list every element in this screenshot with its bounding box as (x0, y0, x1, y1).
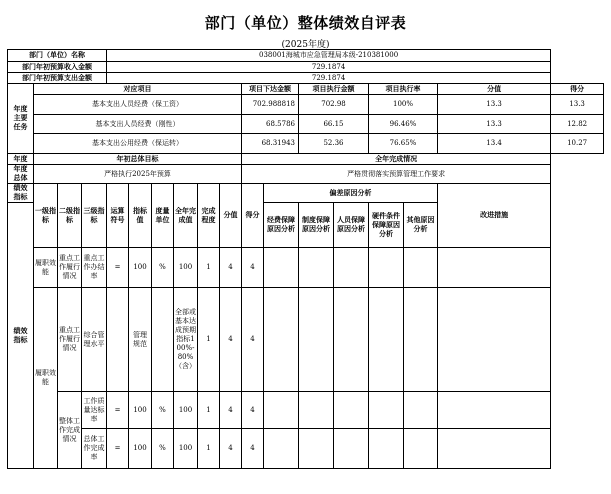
perf-d3 (334, 429, 369, 469)
header-score: 分值 (220, 184, 242, 248)
task-rate: 100% (369, 95, 438, 115)
perf-d1 (264, 429, 299, 469)
perf-unit (152, 288, 174, 392)
perf-val: 100 (129, 248, 152, 288)
perf-l3: 总体工作完成率 (82, 429, 107, 469)
perf-l3: 综合管理水平 (82, 288, 107, 392)
perf-d4 (369, 392, 404, 429)
perf-year: 100 (174, 392, 198, 429)
task-exec: 52.36 (299, 134, 369, 154)
income-label: 部门年初预算收入金额 (8, 62, 107, 73)
expense-value: 729.1874 (107, 73, 551, 84)
task-header-score: 分值 (438, 84, 551, 95)
task-score: 13.3 (438, 95, 551, 115)
tasks-side-label: 年度 主要 任务 (8, 84, 34, 154)
perf-l1: 履职效能 (34, 288, 58, 469)
perf-d5 (404, 392, 438, 429)
header-d2: 制度保障原因分析 (299, 203, 334, 248)
perf-d1 (264, 392, 299, 429)
task-score: 13.3 (438, 115, 551, 134)
goals-row (8, 165, 604, 184)
task-issued: 702.988818 (242, 95, 299, 115)
perf-val: 100 (129, 429, 152, 469)
perf-d2 (299, 288, 334, 392)
header-dev: 偏差原因分析 (264, 184, 438, 203)
header-year: 全年完成值 (174, 184, 198, 248)
perf-unit: % (152, 429, 174, 469)
header-d5: 其他原因分析 (404, 203, 438, 248)
perf-fix (438, 288, 551, 392)
perf-side-top: 绩效 指标 (8, 184, 34, 203)
goal-final-label: 全年完成情况 (242, 154, 551, 165)
task-row (8, 134, 604, 154)
perf-score: 4 (220, 392, 242, 429)
task-score: 13.4 (438, 134, 551, 154)
perf-unit: % (152, 248, 174, 288)
task-header-exec: 项目执行金额 (299, 84, 369, 95)
task-got: 13.3 (551, 95, 604, 115)
perf-row (8, 288, 604, 392)
goal-final: 严格贯彻落实预算管理工作要求 (242, 165, 551, 184)
perf-d5 (404, 288, 438, 392)
perf-d1 (264, 288, 299, 392)
task-issued: 68.31943 (242, 134, 299, 154)
perf-l2: 重点工作履行情况 (58, 288, 82, 392)
perf-d3 (334, 248, 369, 288)
goals-side-top: 年度 (8, 154, 34, 165)
perf-d2 (299, 248, 334, 288)
header-val: 指标值 (129, 184, 152, 248)
perf-val: 管理规范 (129, 288, 152, 392)
header-l3: 三级指标 (82, 184, 107, 248)
income-value: 729.1874 (107, 62, 551, 73)
goals-header-row (8, 154, 604, 165)
perf-fix (438, 248, 551, 288)
task-issued: 68.5786 (242, 115, 299, 134)
task-item: 基本支出公用经费（保运转） (34, 134, 242, 154)
perf-header-row-1 (8, 184, 604, 203)
perf-l3: 重点工作办结率 (82, 248, 107, 288)
perf-d2 (299, 429, 334, 469)
perf-deg: 1 (198, 248, 220, 288)
task-item: 基本支出人员经费（保工资） (34, 95, 242, 115)
perf-score: 4 (220, 429, 242, 469)
perf-op: = (107, 392, 129, 429)
header-got: 得分 (242, 184, 264, 248)
task-header-item: 对应项目 (34, 84, 242, 95)
perf-score: 4 (220, 288, 242, 392)
perf-year: 100 (174, 429, 198, 469)
header-d4: 硬件条件保障原因分析 (369, 203, 404, 248)
header-op: 运算符号 (107, 184, 129, 248)
perf-d3 (334, 288, 369, 392)
perf-deg: 1 (198, 429, 220, 469)
header-l1: 一级指标 (34, 184, 58, 248)
task-row (8, 95, 604, 115)
perf-d4 (369, 429, 404, 469)
perf-l2: 重点工作履行情况 (58, 248, 82, 288)
perf-year: 全部或基本达成预期指标100%-80%（含） (174, 288, 198, 392)
dept-label: 部门（单位）名称 (8, 50, 107, 62)
goals-side-label: 年度 总体 (8, 165, 34, 184)
task-rate: 76.65% (369, 134, 438, 154)
perf-unit: % (152, 392, 174, 429)
perf-op: = (107, 429, 129, 469)
dept-value: 038001海城市应急管理局本级-210381000 (107, 50, 551, 62)
perf-got: 4 (242, 288, 264, 392)
task-got: 10.27 (551, 134, 604, 154)
evaluation-table (7, 49, 604, 469)
task-item: 基本支出人员经费（刚性） (34, 115, 242, 134)
perf-l1: 履职效能 (34, 248, 58, 288)
goal-initial-label: 年初总体目标 (34, 154, 242, 165)
task-header-rate: 项目执行率 (369, 84, 438, 95)
form-year: (2025年度) (281, 40, 330, 50)
form-title: 部门（单位）整体绩效自评表 (204, 14, 407, 32)
perf-got: 4 (242, 392, 264, 429)
perf-op: = (107, 248, 129, 288)
header-unit: 度量单位 (152, 184, 174, 248)
perf-l2: 整体工作完成情况 (58, 392, 82, 469)
perf-d3 (334, 392, 369, 429)
perf-year: 100 (174, 248, 198, 288)
goal-initial: 严格执行2025年预算 (34, 165, 242, 184)
perf-got: 4 (242, 429, 264, 469)
task-header-got: 得分 (551, 84, 604, 95)
task-got: 12.82 (551, 115, 604, 134)
perf-d4 (369, 288, 404, 392)
task-row (8, 115, 604, 134)
tasks-header-row (8, 84, 604, 95)
expense-row (8, 73, 604, 84)
perf-row (8, 429, 604, 469)
perf-got: 4 (242, 248, 264, 288)
perf-op (107, 288, 129, 392)
header-deg: 完成程度 (198, 184, 220, 248)
dept-row (8, 50, 604, 62)
income-row (8, 62, 604, 73)
perf-d5 (404, 248, 438, 288)
header-d3: 人员保障原因分析 (334, 203, 369, 248)
perf-l3: 工作质量达标率 (82, 392, 107, 429)
perf-score: 4 (220, 248, 242, 288)
perf-side-label: 绩效 指标 (8, 203, 34, 469)
perf-deg: 1 (198, 288, 220, 392)
perf-val: 100 (129, 392, 152, 429)
perf-d4 (369, 248, 404, 288)
header-l2: 二级指标 (58, 184, 82, 248)
perf-d2 (299, 392, 334, 429)
task-exec: 66.15 (299, 115, 369, 134)
header-fix: 改进措施 (438, 184, 551, 248)
perf-d1 (264, 248, 299, 288)
perf-d5 (404, 429, 438, 469)
task-exec: 702.98 (299, 95, 369, 115)
perf-row (8, 248, 604, 288)
task-rate: 96.46% (369, 115, 438, 134)
task-header-issued: 项目下达金额 (242, 84, 299, 95)
expense-label: 部门年初预算支出金额 (8, 73, 107, 84)
perf-deg: 1 (198, 392, 220, 429)
perf-fix (438, 429, 551, 469)
perf-fix (438, 392, 551, 429)
header-d1: 经费保障原因分析 (264, 203, 299, 248)
perf-row (8, 392, 604, 429)
